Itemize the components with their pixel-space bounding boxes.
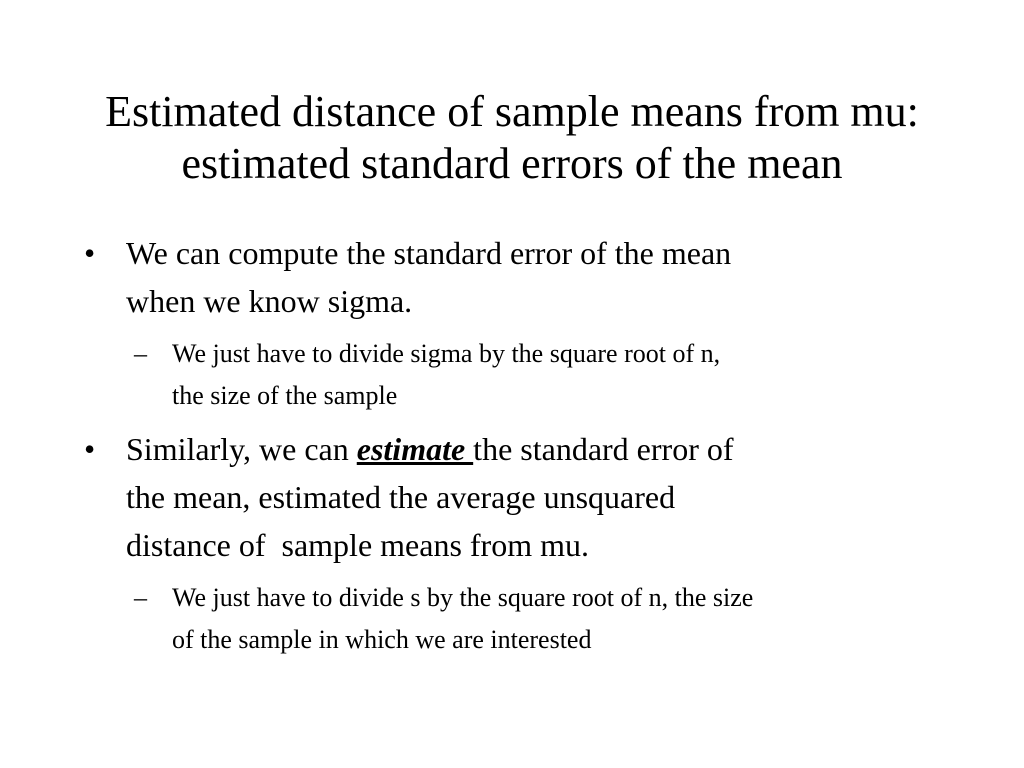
title-line-2: estimated standard errors of the mean <box>181 139 843 188</box>
dash-marker: – <box>134 583 147 612</box>
sub-bullet-1-line-1: We just have to divide sigma by the square root of n, <box>172 339 721 368</box>
bullet-1-line-2: when we know sigma. <box>126 283 413 319</box>
bullet-2-line-1-end: the standard error of <box>473 431 734 467</box>
title-line-1: Estimated distance of sample means from mu: <box>105 87 919 136</box>
bullet-marker: • <box>84 431 96 467</box>
bullet-1-text <box>126 229 946 325</box>
bullet-2-line-2: the mean, estimated the average unsquared <box>126 479 676 515</box>
sub-bullet-1-line-2: the size of the sample <box>172 381 398 410</box>
bullet-2-text <box>126 425 946 569</box>
bullet-2-line-3: distance of sample means from mu. <box>126 527 589 563</box>
bullet-1-line-1: We can compute the standard error of the mean <box>126 235 732 271</box>
sub-bullet-2-text <box>172 577 962 661</box>
emphasized-word: estimate <box>356 431 474 467</box>
bullet-2-line-1-start: Similarly, we can <box>126 431 357 467</box>
sub-bullet-2-line-1: We just have to divide s by the square root of n, the size <box>172 583 754 612</box>
sub-bullet-2-line-2: of the sample in which we are interested <box>172 625 592 654</box>
bullet-2-line-1 <box>126 425 946 473</box>
sub-bullet-1-text <box>172 333 962 417</box>
dash-marker: – <box>134 339 147 368</box>
bullet-marker: • <box>84 235 96 271</box>
